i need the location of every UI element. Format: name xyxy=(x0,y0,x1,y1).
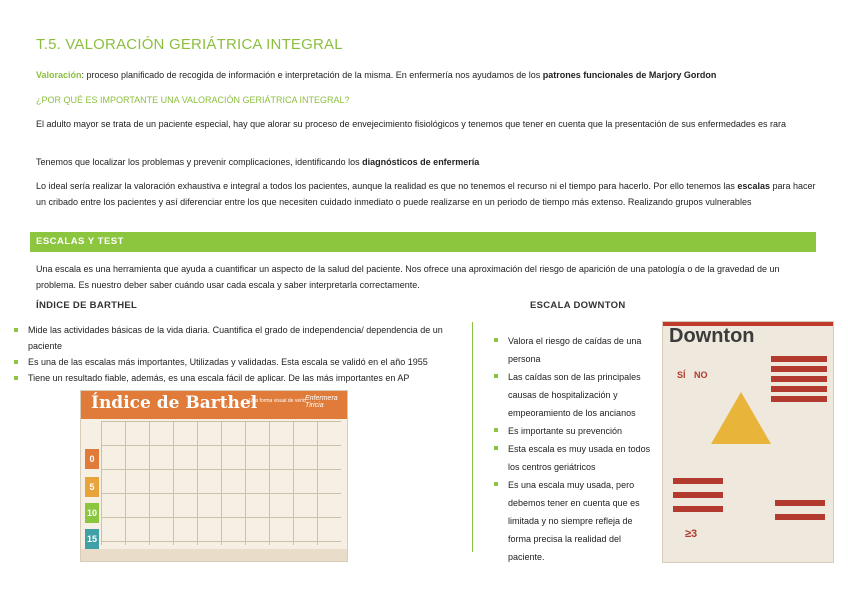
downton-si: SÍ xyxy=(677,370,686,380)
downton-infographic xyxy=(662,321,834,563)
downton-heading: ESCALA DOWNTON xyxy=(530,300,626,311)
section-bar xyxy=(30,232,816,252)
barthel-bullet: Tiene un resultado fiable, además, es una escala fácil de aplicar. De las más importantes en AP xyxy=(10,370,472,386)
downton-bullet: Es importante su prevención xyxy=(490,422,656,440)
intro-term: Valoración xyxy=(36,70,82,80)
intro-text: : proceso planificado de recogida de información e interpretación de la misma. En enfermería nos ayudamos de los xyxy=(81,70,543,80)
column-divider xyxy=(472,322,473,552)
downton-list xyxy=(490,332,656,566)
paragraph-1: El adulto mayor se trata de un paciente especial, hay que alorar su proceso de envejecimiento fisiológicos y tenemos que tener en cuenta que la presentación de sus enfermedades es rara xyxy=(36,119,786,129)
barthel-list xyxy=(10,322,472,386)
downton-item-bar xyxy=(771,366,827,372)
downton-item-bar xyxy=(673,492,723,498)
downton-item-bar xyxy=(673,506,723,512)
barthel-infographic-header xyxy=(81,391,347,419)
paragraph-2-text: Tenemos que localizar los problemas y prevenir complicaciones, identificando los xyxy=(36,157,363,167)
paragraph-3 xyxy=(36,178,816,210)
paragraph-2-bold: diagnósticos de enfermería xyxy=(362,157,480,167)
paragraph-2 xyxy=(36,154,816,170)
barthel-bullet: Mide las actividades básicas de la vida diaria. Cuantifica el grado de independencia/ dependencia de un paciente xyxy=(10,322,472,354)
barthel-score-5: 5 xyxy=(85,477,99,497)
barthel-infographic-footer xyxy=(81,549,347,561)
downton-bullet: Esta escala es muy usada en todos los centros geriátricos xyxy=(490,440,656,476)
barthel-score-15: 15 xyxy=(85,529,99,549)
downton-score: ≥3 xyxy=(685,528,698,540)
downton-no: NO xyxy=(694,370,708,380)
barthel-infographic xyxy=(80,390,348,562)
downton-item-bar xyxy=(771,356,827,362)
paragraph-3-bold: escalas xyxy=(737,181,770,191)
warning-triangle-icon xyxy=(711,392,771,444)
downton-infographic-title: Downton xyxy=(669,325,755,347)
downton-item-bar xyxy=(673,478,723,484)
downton-item-bar xyxy=(775,500,825,506)
scales-intro: Una escala es una herramienta que ayuda a cuantificar un aspecto de la salud del paciente. Nos ofrece una aproximación del riesgo de aparición de una patología o de la gravedad de un problema. Es nuestro deber saber cuándo usar cada escala y saber interpretarla correctamente. xyxy=(36,264,780,290)
downton-item-bar xyxy=(775,514,825,520)
intro-paragraph xyxy=(36,67,816,83)
barthel-infographic-subtitle: Una forma visual de verlo xyxy=(249,398,306,404)
downton-bullet: Valora el riesgo de caídas de una persona xyxy=(490,332,656,368)
barthel-bullet: Es una de las escalas más importantes, Utilizadas y validadas. Esta escala se validó en el año 1955 xyxy=(10,354,472,370)
barthel-score-0: 0 xyxy=(85,449,99,469)
barthel-heading: ÍNDICE DE BARTHEL xyxy=(36,300,138,311)
page-title: T.5. VALORACIÓN GERIÁTRICA INTEGRAL xyxy=(36,36,343,53)
intro-bold: patrones funcionales de Marjory Gordon xyxy=(542,70,717,80)
section-bar-label: ESCALAS Y TEST xyxy=(36,236,124,247)
downton-bullet: Las caídas son de las principales causas de hospitalización y empeoramiento de los ancianos xyxy=(490,368,656,422)
paragraph-3-pre: Lo ideal sería realizar la valoración exhaustiva e integral a todos los pacientes, aunque la realidad es que no tenemos el recurso ni el tiempo para hacerlo. Por ello tenemos las xyxy=(36,181,738,191)
downton-si-no xyxy=(677,370,708,380)
downton-item-bar xyxy=(771,386,827,392)
question-heading: ¿POR QUÉ ES IMPORTANTE UNA VALORACIÓN GERIÁTRICA INTEGRAL? xyxy=(36,95,350,105)
downton-bullet: Es una escala muy usada, pero debemos tener en cuenta que es limitada y no siempre refleja de forma precisa la realidad del paciente. xyxy=(490,476,656,566)
barthel-infographic-logo: Enfermera Tiricia xyxy=(305,395,338,409)
barthel-infographic-title: Índice de Barthel xyxy=(91,393,258,413)
downton-item-bar xyxy=(771,376,827,382)
downton-item-bar xyxy=(771,396,827,402)
barthel-activity-grid xyxy=(101,421,341,545)
paragraph-3-post: para hacer un cribado entre los pacientes y así diferenciar entre los que necesiten cuidado inmediato o puede realizarse en un periodo de tiempo más extenso. Realizando grupos vulnerables xyxy=(36,181,816,207)
barthel-score-10: 10 xyxy=(85,503,99,523)
